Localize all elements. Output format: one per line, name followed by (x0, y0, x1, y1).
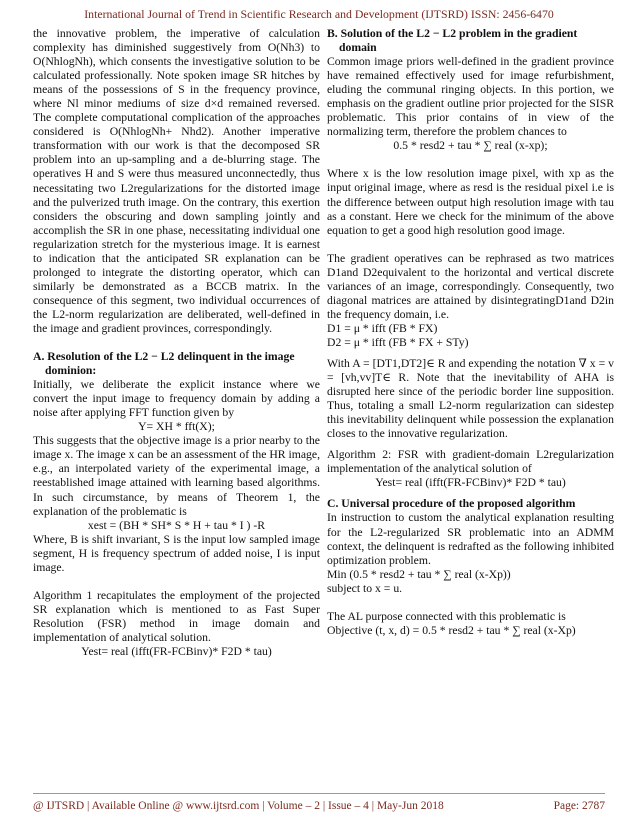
equation-d2: D2 = μ * ifft (FB * FX + STy) (327, 335, 469, 349)
right-paragraph-2: Where x is the low resolution image pixel, with xp as the input original image, where as resd is the residual pixel i.e is the difference between output high resolution image with tau as a constant. Here we check for the minimum of the above equation to get a good high resolution good image. (327, 167, 614, 237)
left-paragraph-4: Where, B is shift invariant, S is the input low sampled image segment, H is frequency spectrum of added noise, I is input image. (33, 532, 320, 574)
left-paragraph-2: Initially, we deliberate the explicit instance where we convert the input image to frequency domain by adding a noise after applying FFT function given by (33, 378, 320, 420)
section-heading-a: A. Resolution of the L2 − L2 delinquent in the image dominion: (33, 350, 295, 378)
equation-min: Min (0.5 * resd2 + tau * ∑ real (x-Xp)) (327, 567, 511, 581)
left-paragraph-3: This suggests that the objective image is a prior nearby to the image x. The image x can be an assessment of the HR image, e.g., an interpolated variety of the experimental image, a reestablished image attained with learning based algorithms. In such circumstance, by means of Theorem 1, the explanation of the problematic is (33, 434, 320, 518)
page-footer (33, 800, 605, 812)
journal-header: International Journal of Trend in Scientific Research and Development (IJTSRD) ISSN: 2456-6470 (84, 7, 554, 21)
footer-citation: @ IJTSRD | Available Online @ www.ijtsrd.com | Volume – 2 | Issue – 4 | May-Jun 2018 (33, 800, 444, 812)
right-paragraph-4: With A = [DT1,DT2]∈ R and expending the notation ∇ x = v = [vh,vv]T∈ R. Note that the inevitability of AHA is disrupted here since of the periodic border line supposition. Thus, totaling a small L2-norm regularization can sidestep this inevitability delinquent while possession the explanation closes to the innovative regularization. (327, 356, 614, 441)
right-paragraph-6: In instruction to custom the analytical explanation resulting for the L2-regularized SR problematic into an ADMM context, the delinquent is redrafted as the following inhibited optimization problem. (327, 511, 614, 567)
footer-divider (33, 793, 605, 794)
page-number: Page: 2787 (553, 800, 605, 812)
left-paragraph-1: the innovative problem, the imperative of calculation complexity has diminished suggestively from O(Nh3) to O(NhlogNh), which consents the investigative solution to be calculated professionally. Note spoken image SR hitches by means of the possessions of S in the frequency province, where Nl minor mediums of size d×d remained reversed. The complete computational complication of the approaches considered is O(NhlogNh+ Nhd2). Another imperative transformation with our work is that the decomposed SR problem into an up-sampling and a de-blurring stage. The operatives H and S were thus measured unconnectedly, thus necessitating two L2regularizations for the distorted image and the pulverized truth image. On the contrary, this exertion considers the obscuring and down sampling jointly and accomplish the SR in one phase, necessitating individual one regularization stretch for the mysterious image. It is earnest to indication that the anticipated SR explanation can be prolonged to integrate the distorting operator, which can similarly be demonstrated as a BCCB matrix. In the consequence of this segment, two individual occurrences of the L2-norm regularization are deliberated, well-defined in the image and gradient provinces, correspondingly. (33, 27, 320, 335)
equation-yest-1: Yest= real (ifft(FR-FCBinv)* F2D * tau) (81, 644, 272, 658)
right-paragraph-5: Algorithm 2: FSR with gradient-domain L2regularization implementation of the analytical solution of (327, 448, 614, 476)
equation-resd: 0.5 * resd2 + tau * ∑ real (x-xp); (393, 139, 548, 153)
right-paragraph-1: Common image priors well-defined in the gradient province have remained effectively used for image refurbishment, eluding the communal ringing objects. In this portion, we emphasis on the gradient outline prior projected for the SISR problematic. This prior contains of in view of the normalizing term, therefore the problem chances to (327, 55, 614, 139)
equation-yest-2: Yest= real (ifft(FR-FCBinv)* F2D * tau) (375, 476, 566, 490)
right-column (327, 27, 614, 638)
equation-objective: Objective (t, x, d) = 0.5 * resd2 + tau * ∑ real (x-Xp) (327, 623, 576, 637)
right-paragraph-7: The AL purpose connected with this problematic is (327, 609, 566, 623)
equation-d1: D1 = μ * ifft (FB * FX) (327, 321, 438, 335)
section-heading-b: B. Solution of the L2 − L2 problem in the gradient domain (327, 27, 578, 55)
left-paragraph-5: Algorithm 1 recapitulates the employment of the projected SR explanation which is mentioned to as Fast Super Resolution (FSR) method in image domain and implementation of analytical solution. (33, 588, 320, 644)
right-paragraph-3: The gradient operatives can be rephrased as two matrices D1and D2equivalent to the horizontal and vertical discrete variances of an image, correspondingly. Consequently, two diagonal matrices are attained by disintegratingD1and D2in the frequency domain, i.e. (327, 251, 614, 321)
section-heading-c: C. Universal procedure of the proposed algorithm (327, 497, 576, 511)
left-column (33, 27, 320, 659)
constraint-text: subject to x = u. (327, 581, 403, 595)
equation-fft: Y= XH * fft(X); (138, 420, 215, 434)
equation-xest: xest = (BH * SH* S * H + tau * I ) -R (87, 518, 266, 532)
